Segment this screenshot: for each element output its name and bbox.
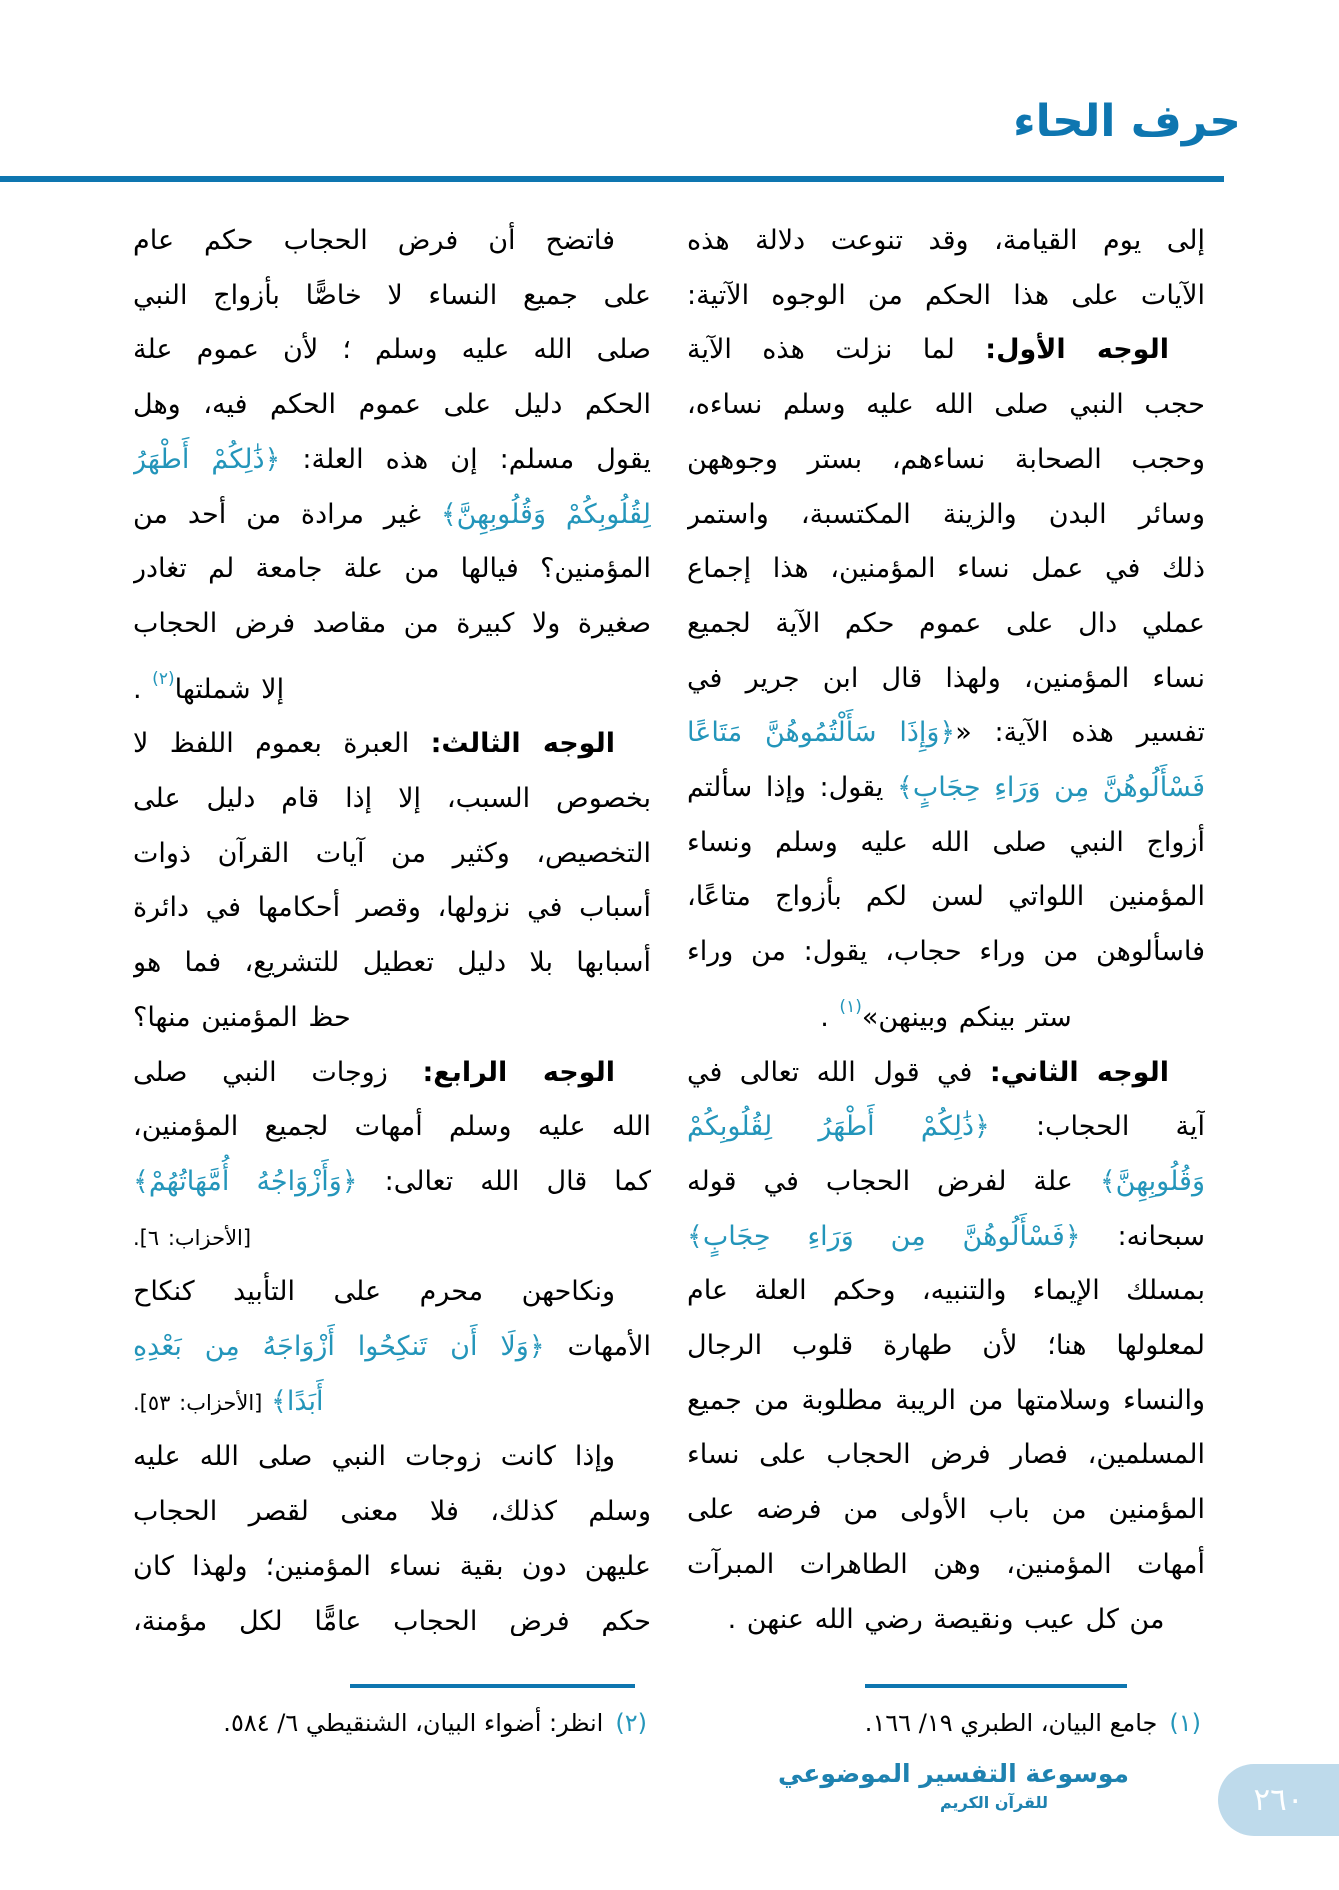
text-line <box>133 1430 651 1485</box>
text-line <box>133 936 651 991</box>
body-text: فاسألوهن من وراء حجاب، يقول: من وراء <box>687 936 1205 968</box>
page-content <box>133 214 1205 1744</box>
footnote-separator <box>865 1684 1127 1688</box>
body-text: نساء المؤمنين، ولهذا قال ابن جرير في <box>687 662 1205 694</box>
footnote-text: انظر: أضواء البيان، الشنقيطي ٦/ ٥٨٤. <box>223 1709 604 1737</box>
footnote-text: جامع البيان، الطبري ١٩/ ١٦٦. <box>864 1709 1158 1737</box>
body-text: علة لفرض الحجاب في قوله <box>687 1165 1100 1197</box>
quran-verse: ﴿وَأَزْوَاجُهُ أُمَّهَاتُهُمْ﴾ <box>133 1165 358 1197</box>
text-line <box>133 488 651 543</box>
body-text: التخصيص، وكثير من آيات القرآن ذوات <box>133 837 651 869</box>
text-line <box>687 761 1205 816</box>
text-line <box>133 1320 651 1375</box>
text-line <box>687 706 1205 761</box>
text-line <box>687 1483 1205 1538</box>
body-text: الآيات على هذا الحكم من الوجوه الآتية: <box>687 279 1205 311</box>
text-line <box>687 323 1205 378</box>
body-text: بخصوص السبب، إلا إذا قام دليل على <box>133 783 651 815</box>
quran-verse: ﴿ذَٰلِكُمْ أَطْهَرُ لِقُلُوبِكُمْ <box>687 1111 990 1143</box>
body-text: يقول مسلم: إن هذه العلة: <box>280 443 651 475</box>
text-line <box>687 214 1205 269</box>
body-text: إلى يوم القيامة، وقد تنوعت دلالة هذه <box>687 225 1205 256</box>
page-number: ٢٦٠ <box>1253 1782 1304 1818</box>
text-line <box>687 1210 1205 1265</box>
text-line <box>133 1595 651 1636</box>
text-line <box>133 991 651 1046</box>
text-line <box>133 269 651 324</box>
body-text: وسلم كذلك، فلا معنى لقصر الحجاب <box>133 1496 651 1528</box>
text-line <box>687 433 1205 488</box>
text-line <box>133 542 651 597</box>
quran-verse: وَقُلُوبِهِنَّ﴾ <box>1099 1165 1205 1197</box>
body-text: صغيرة ولا كبيرة من مقاصد فرض الحجاب <box>133 607 651 639</box>
text-line <box>133 1100 651 1155</box>
text-line <box>133 1265 651 1320</box>
footnote-ref: (١) <box>839 996 862 1017</box>
heading-lead: الوجه الثالث: <box>430 728 616 760</box>
body-text: تفسير هذه الآية: « <box>955 717 1205 749</box>
text-line <box>687 1593 1205 1636</box>
logo-title: موسوعة التفسير الموضوعي <box>777 1759 1129 1788</box>
body-text: ونكاحهن محرم على التأبيد كنكاح <box>133 1276 615 1308</box>
footnote-number: (٢) <box>615 1709 647 1737</box>
quran-verse: لِقُلُوبِكُمْ وَقُلُوبِهِنَّ﴾ <box>440 498 651 530</box>
text-line <box>687 652 1205 707</box>
quran-verse: ﴿فَسْأَلُوهُنَّ مِن وَرَاءِ حِجَابٍ﴾ <box>687 1220 1081 1252</box>
column-right <box>687 214 1205 1744</box>
text-line <box>687 542 1205 597</box>
body-text: الحكم دليل على عموم الحكم فيه، وهل <box>133 389 651 421</box>
body-text: لمعلولها هنا؛ لأن طهارة قلوب الرجال <box>687 1330 1205 1362</box>
quran-verse: فَسْأَلُوهُنَّ مِن وَرَاءِ حِجَابٍ﴾ <box>897 772 1205 804</box>
text-line <box>687 1155 1205 1210</box>
text-line <box>687 488 1205 543</box>
text-line <box>133 378 651 433</box>
column-left <box>133 214 651 1744</box>
verse-reference: [الأحزاب: ٥٣]. <box>133 1390 272 1415</box>
heading-lead: الوجه الرابع: <box>422 1056 615 1088</box>
text-line <box>687 816 1205 871</box>
verse-reference: [الأحزاب: ٦]. <box>133 1225 252 1250</box>
footnote <box>133 1702 651 1744</box>
quran-verse: ﴿وَلَا أَن تَنكِحُوا أَزْوَاجَهُ مِن بَعْدِهِ <box>133 1331 545 1363</box>
footnote <box>687 1702 1205 1744</box>
body-text: المسلمين، فصار فرض الحجاب على نساء <box>687 1439 1205 1471</box>
footnote-separator <box>350 1684 635 1688</box>
body-text: المؤمنين اللواتي لسن لكم بأزواج متاعًا، <box>687 881 1205 913</box>
text-line <box>133 1046 651 1101</box>
quran-verse: ﴿ذَٰلِكُمْ أَطْهَرُ <box>133 443 281 475</box>
text-line <box>133 652 651 718</box>
body-text: وحجب الصحابة نساءهم، بستر وجوههن <box>687 443 1205 475</box>
chapter-header-calligraphy: حرف الحاء <box>1013 96 1241 147</box>
body-text: زوجات النبي صلى <box>133 1056 423 1088</box>
body-text: أسباب في نزولها، وقصر أحكامها في دائرة <box>133 892 651 924</box>
header-rule <box>0 176 1224 182</box>
body-text: فاتضح أن فرض الحجاب حكم عام <box>133 225 615 256</box>
text-line <box>687 378 1205 433</box>
body-text: المؤمنين من باب الأولى من فرضه على <box>687 1494 1205 1526</box>
body-text: صلى الله عليه وسلم ؛ لأن عموم علة <box>133 334 651 366</box>
text-line <box>687 597 1205 652</box>
body-text: عملي دال على عموم حكم الآية لجميع <box>687 607 1205 639</box>
heading-lead: الوجه الثاني: <box>989 1056 1169 1088</box>
text-line <box>687 1319 1205 1374</box>
text-line <box>133 1210 651 1266</box>
text-line <box>687 1428 1205 1483</box>
publisher-logo <box>777 1756 1129 1814</box>
text-line <box>133 214 651 269</box>
body-text: حجب النبي صلى الله عليه وسلم نساءه، <box>687 389 1205 421</box>
body-text: ستر بينكم وبينهن» <box>861 1001 1072 1033</box>
text-line <box>133 433 651 488</box>
body-text: عليهن دون بقية نساء المؤمنين؛ ولهذا كان <box>133 1550 651 1582</box>
body-text: وسائر البدن والزينة المكتسبة، واستمر <box>687 498 1205 530</box>
quran-verse: ﴿وَإِذَا سَأَلْتُمُوهُنَّ مَتَاعًا <box>687 717 956 749</box>
body-text: بمسلك الإيماء والتنبيه، وحكم العلة عام <box>687 1275 1205 1307</box>
footnote-ref: (٢) <box>152 668 175 689</box>
text-line <box>133 1485 651 1540</box>
text-line <box>133 597 651 652</box>
body-text: وإذا كانت زوجات النبي صلى الله عليه <box>133 1441 615 1473</box>
body-text: . <box>820 1001 840 1033</box>
logo-subtitle: للقرآن الكريم <box>939 1793 1049 1812</box>
text-line <box>133 881 651 936</box>
text-line <box>687 269 1205 324</box>
body-text: حكم فرض الحجاب عامًّا لكل مؤمنة، <box>133 1605 651 1636</box>
quran-verse: أَبَدًا﴾ <box>271 1385 324 1417</box>
body-text: الأمهات <box>544 1331 651 1363</box>
text-line <box>687 1046 1205 1101</box>
body-text: في قول الله تعالى في <box>687 1056 990 1088</box>
body-text: يقول: وإذا سألتم <box>687 772 898 804</box>
body-text: . <box>133 673 153 705</box>
text-line <box>133 1375 651 1431</box>
text-line <box>133 827 651 882</box>
body-text: إلا شملتها <box>174 673 285 705</box>
body-text: ذلك في عمل نساء المؤمنين، هذا إجماع <box>687 553 1205 585</box>
text-line <box>133 1540 651 1595</box>
text-line <box>687 1100 1205 1155</box>
body-text: كما قال الله تعالى: <box>357 1165 651 1197</box>
body-text: من كل عيب ونقيصة رضي الله عنهن . <box>727 1603 1165 1635</box>
body-text: أمهات المؤمنين، وهن الطاهرات المبرآت <box>687 1548 1205 1580</box>
page-number-badge <box>1218 1764 1339 1836</box>
body-text: غير مرادة من أحد من <box>133 498 441 530</box>
body-text: أسبابها بلا دليل تعطيل للتشريع، فما هو <box>133 947 651 979</box>
body-text: آية الحجاب: <box>989 1111 1205 1143</box>
text-line <box>133 1155 651 1210</box>
text-line <box>687 980 1205 1046</box>
text-line <box>687 870 1205 925</box>
text-line <box>687 925 1205 980</box>
text-line <box>687 1374 1205 1429</box>
body-text: العبرة بعموم اللفظ لا <box>133 728 431 760</box>
body-text: حظ المؤمنين منها؟ <box>133 1001 351 1033</box>
column-right-lines <box>687 214 1205 1636</box>
body-text: والنساء وسلامتها من الريبة مطلوبة من جميع <box>687 1384 1205 1416</box>
heading-lead: الوجه الأول: <box>985 334 1170 366</box>
text-line <box>133 717 651 772</box>
column-left-lines <box>133 214 651 1636</box>
text-line <box>133 772 651 827</box>
text-line <box>687 1264 1205 1319</box>
body-text: سبحانه: <box>1080 1220 1205 1252</box>
body-text: المؤمنين؟ فيالها من علة جامعة لم تغادر <box>133 553 651 585</box>
body-text: لما نزلت هذه الآية <box>687 334 986 366</box>
body-text: أزواج النبي صلى الله عليه وسلم ونساء <box>687 826 1205 858</box>
body-text: الله عليه وسلم أمهات لجميع المؤمنين، <box>133 1111 651 1143</box>
text-line <box>687 1538 1205 1593</box>
footnote-number: (١) <box>1169 1709 1201 1737</box>
body-text: على جميع النساء لا خاصًّا بأزواج النبي <box>133 279 651 311</box>
text-line <box>133 323 651 378</box>
